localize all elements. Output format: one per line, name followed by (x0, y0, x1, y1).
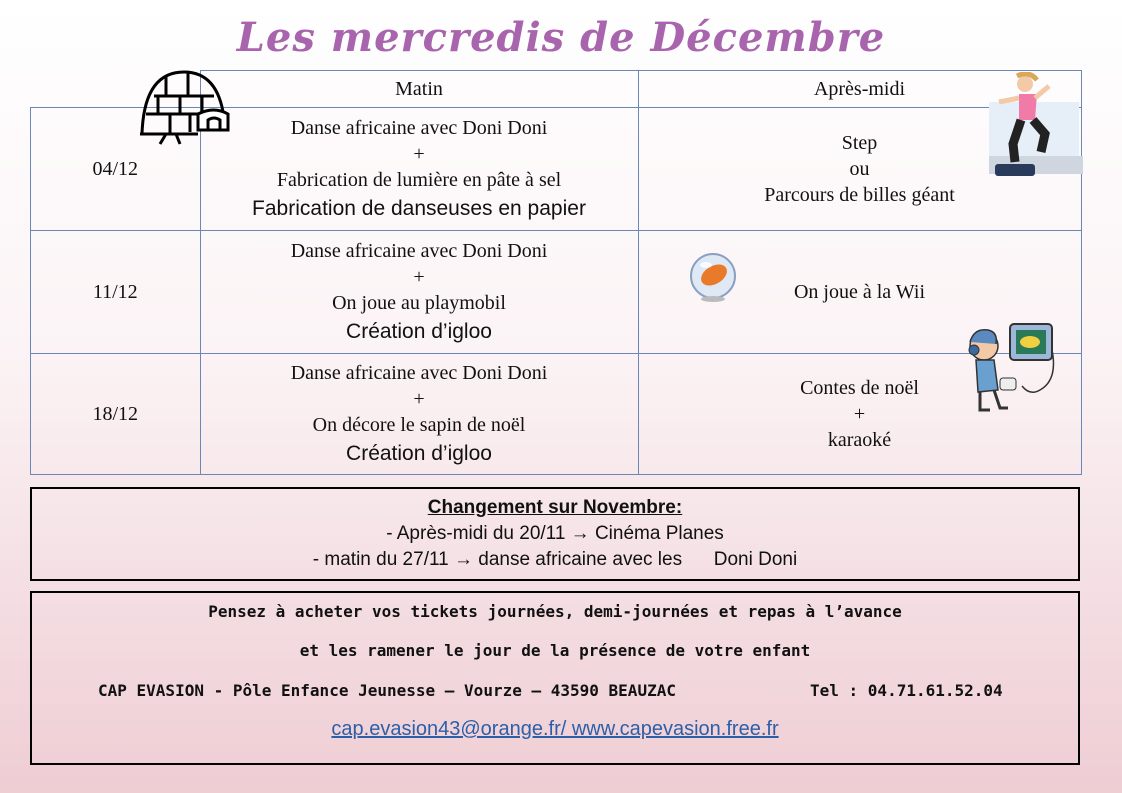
changes-box (30, 487, 1080, 581)
info-box (30, 591, 1080, 765)
page-title: Les mercredis de Décembre (236, 14, 886, 61)
date-cell: 18/12 (31, 354, 201, 475)
changes-line: - matin du 27/11 → danse africaine avec les Doni Doni (312, 549, 798, 570)
morning-cell: Danse africaine avec Doni Doni + Fabrication de lumière en pâte à sel Fabrication de danseuses en papier (200, 108, 638, 231)
header-afternoon: Après-midi (638, 71, 1081, 108)
wii-ball-icon (688, 251, 738, 303)
changes-heading: Changement sur Novembre: (427, 497, 683, 518)
contact-link[interactable]: cap.evasion43@orange.fr/ www.capevasion.free.fr (331, 718, 779, 740)
header-morning: Matin (200, 71, 638, 108)
morning-cell: Danse africaine avec Doni Doni + On joue au playmobil Création d’igloo (200, 231, 638, 354)
afternoon-cell: Step ou Parcours de billes géant (638, 108, 1081, 231)
changes-line: - Après-midi du 20/11 → Cinéma Planes (386, 523, 724, 544)
table-row (31, 231, 1082, 354)
afternoon-cell: Contes de noël + karaoké (638, 354, 1081, 475)
date-cell: 04/12 (31, 108, 201, 231)
info-line: et les ramener le jour de la présence de votre enfant (299, 641, 811, 660)
morning-cell: Danse africaine avec Doni Doni + On décore le sapin de noël Création d’igloo (200, 354, 638, 475)
step-exercise-icon (985, 72, 1085, 184)
karaoke-child-icon (960, 320, 1058, 415)
igloo-icon (136, 68, 232, 146)
afternoon-cell: On joue à la Wii (638, 231, 1081, 354)
address: CAP EVASION - Pôle Enfance Jeunesse – Vourze – 43590 BEAUZAC (98, 681, 676, 700)
phone: Tel : 04.71.61.52.04 (810, 681, 1003, 700)
info-line: Pensez à acheter vos tickets journées, demi-journées et repas à l’avance (208, 602, 902, 621)
date-cell: 11/12 (31, 231, 201, 354)
table-row (31, 354, 1082, 475)
